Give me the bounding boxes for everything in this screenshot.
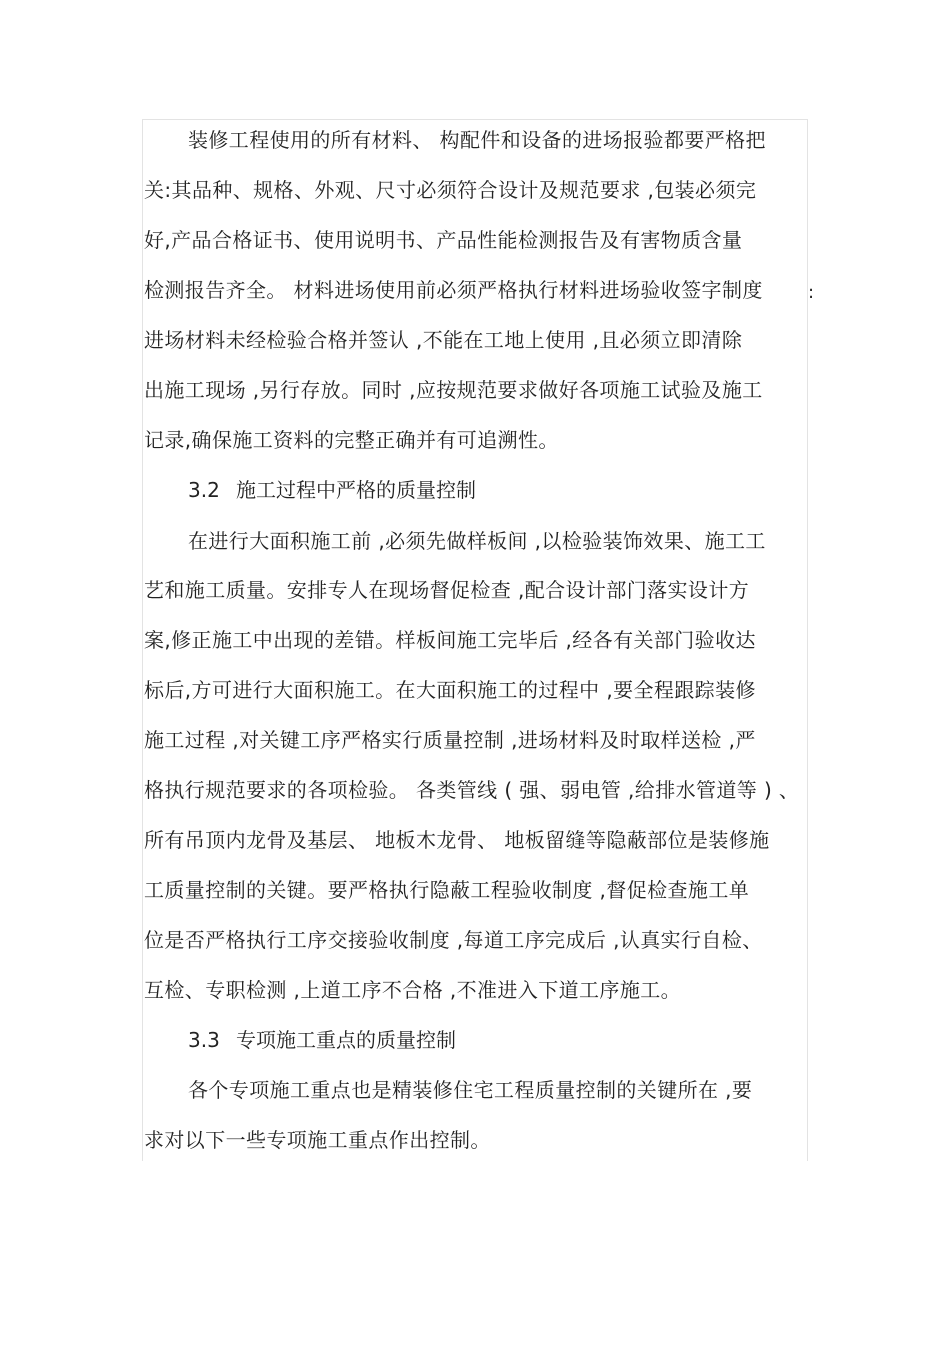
paragraph-line: 好,产品合格证书、使用说明书、产品性能检测报告及有害物质含量 xyxy=(144,228,743,252)
section-heading xyxy=(188,1026,456,1054)
paragraph-line: 工质量控制的关键。要严格执行隐蔽工程验收制度 ,督促检查施工单 xyxy=(144,878,750,902)
paragraph-line: 出施工现场 ,另行存放。同时 ,应按规范要求做好各项施工试验及施工 xyxy=(144,378,763,402)
paragraph-line: 所有吊顶内龙骨及基层、 地板木龙骨、 地板留缝等隐蔽部位是装修施 xyxy=(144,828,770,852)
paragraph-line: 在进行大面积施工前 ,必须先做样板间 ,以检验装饰效果、施工工 xyxy=(188,529,766,553)
stray-colon: : xyxy=(808,282,815,303)
paragraph-line: 艺和施工质量。安排专人在现场督促检查 ,配合设计部门落实设计方 xyxy=(144,578,750,602)
paragraph-line: 标后,方可进行大面积施工。在大面积施工的过程中 ,要全程跟踪装修 xyxy=(144,678,756,702)
paragraph-line: 关:其品种、规格、外观、尺寸必须符合设计及规范要求 ,包装必须完 xyxy=(144,178,757,202)
paragraph-line: 记录,确保施工资料的完整正确并有可追溯性。 xyxy=(144,428,559,452)
section-heading xyxy=(188,476,476,504)
section-title: 施工过程中严格的质量控制 xyxy=(236,478,476,502)
paragraph-line: 各个专项施工重点也是精装修住宅工程质量控制的关键所在 ,要 xyxy=(188,1078,753,1102)
section-number: 3.3 xyxy=(188,1028,220,1052)
paragraph-line: 互检、专职检测 ,上道工序不合格 ,不准进入下道工序施工。 xyxy=(144,978,682,1002)
paragraph-line: 求对以下一些专项施工重点作出控制。 xyxy=(144,1128,491,1152)
paragraph-line: 施工过程 ,对关键工序严格实行质量控制 ,进场材料及时取样送检 ,严 xyxy=(144,728,756,752)
paragraph-line: 检测报告齐全。 材料进场使用前必须严格执行材料进场验收签字制度 xyxy=(144,278,763,302)
paragraph-line: 案,修正施工中出现的差错。样板间施工完毕后 ,经各有关部门验收达 xyxy=(144,628,756,652)
paragraph-line: 位是否严格执行工序交接验收制度 ,每道工序完成后 ,认真实行自检、 xyxy=(144,928,763,952)
paragraph-line: 进场材料未经检验合格并签认 ,不能在工地上使用 ,且必须立即清除 xyxy=(144,328,743,352)
section-title: 专项施工重点的质量控制 xyxy=(236,1028,456,1052)
paragraph-line: 装修工程使用的所有材料、 构配件和设备的进场报验都要严格把 xyxy=(188,128,766,152)
paragraph-line: 格执行规范要求的各项检验。 各类管线 ( 强、弱电管 ,给排水管道等 ) 、 xyxy=(144,778,800,802)
section-number: 3.2 xyxy=(188,478,220,502)
